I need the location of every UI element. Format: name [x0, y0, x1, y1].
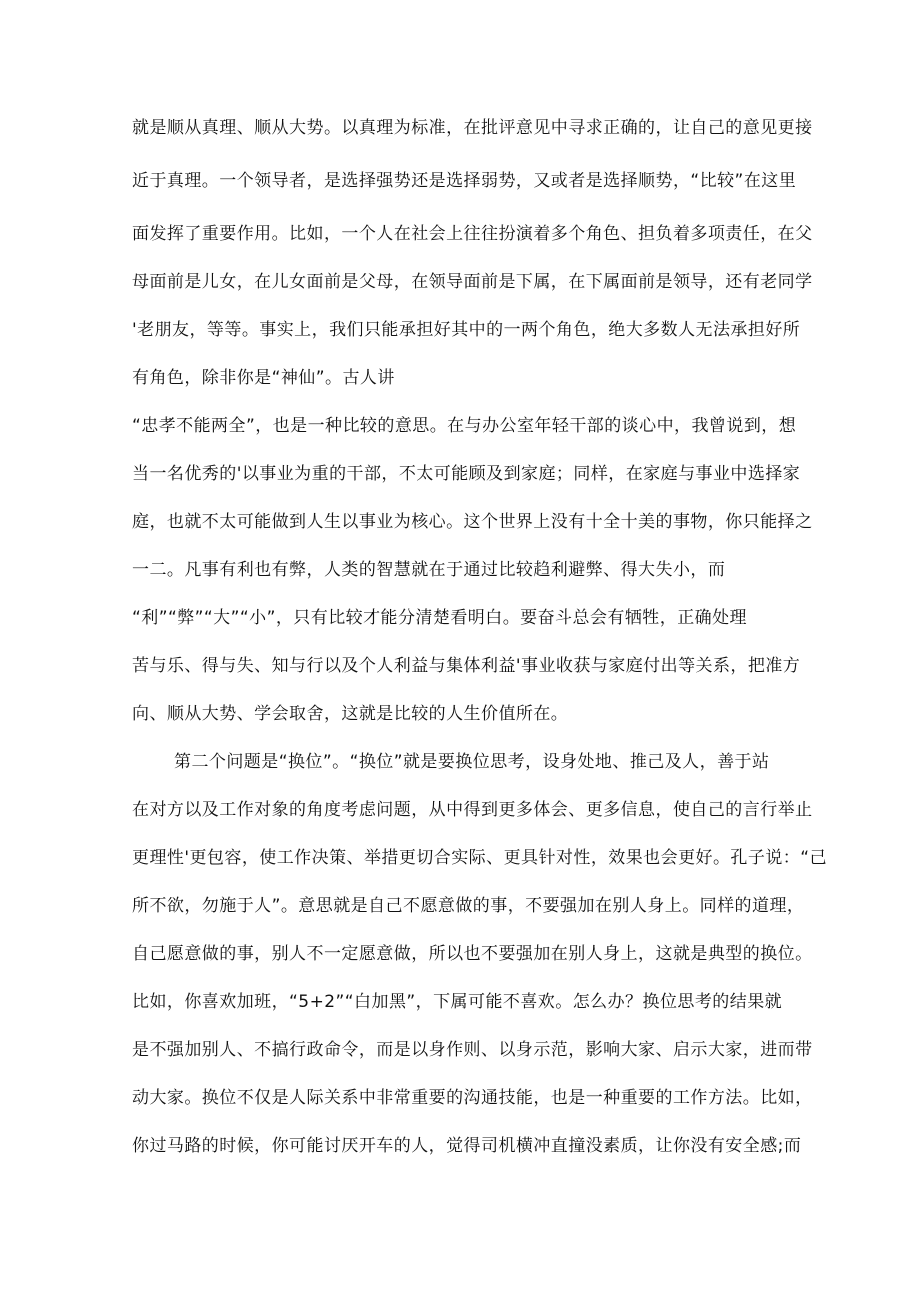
text-line: 更理性'更包容，使工作决策、举措更切合实际、更具针对性，效果也会更好。孔子说：“己: [132, 848, 827, 868]
text-line: 苦与乐、得与失、知与行以及个人利益与集体利益'事业收获与家庭付出等关系，把准方: [132, 656, 801, 676]
text-line: 庭，也就不太可能做到人生以事业为核心。这个世界上没有十全十美的事物，你只能择之: [132, 512, 813, 532]
text-line: 就是顺从真理、顺从大势。以真理为标准，在批评意见中寻求正确的，让自己的意见更接: [132, 118, 813, 138]
text-line: 母面前是儿女，在儿女面前是父母，在领导面前是下属，在下属面前是领导，还有老同学: [132, 272, 813, 292]
text-line: '老朋友，等等。事实上，我们只能承担好其中的一两个角色，绝大多数人无法承担好所: [132, 320, 801, 340]
text-line: 在对方以及工作对象的角度考虑问题，从中得到更多体会、更多信息，使自己的言行举止: [132, 800, 813, 820]
paragraph-first-line: 第二个问题是“换位”。“换位”就是要换位思考，设身处地、推己及人，善于站: [174, 752, 770, 772]
text-line: 动大家。换位不仅是人际关系中非常重要的沟通技能，也是一种重要的工作方法。比如，: [132, 1088, 813, 1108]
text-line: “利”“弊”“大”“小”，只有比较才能分清楚看明白。要奋斗总会有牺牲，正确处理: [132, 608, 748, 628]
text-line: 你过马路的时候，你可能讨厌开车的人，觉得司机横冲直撞没素质，让你没有安全感;而: [132, 1136, 802, 1156]
text-line: 比如，你喜欢加班，“5+2”“白加黑”，下属可能不喜欢。怎么办？换位思考的结果就: [132, 992, 783, 1012]
text-line: 当一名优秀的'以事业为重的干部，不太可能顾及到家庭；同样，在家庭与事业中选择家: [132, 464, 801, 484]
text-line: 自己愿意做的事，别人不一定愿意做，所以也不要强加在别人身上，这就是典型的换位。: [132, 944, 813, 964]
text-line: 是不强加别人、不搞行政命令，而是以身作则、以身示范，影响大家、启示大家，进而带: [132, 1040, 813, 1060]
text-line: 近于真理。一个领导者，是选择强势还是选择弱势，又或者是选择顺势，“比较”在这里: [132, 171, 797, 191]
text-line: 有角色，除非你是“神仙”。古人讲: [132, 368, 395, 388]
text-line: 向、顺从大势、学会取舍，这就是比较的人生价值所在。: [132, 704, 569, 724]
text-line: 一二。凡事有利也有弊，人类的智慧就在于通过比较趋利避弊、得大失小，而: [132, 560, 726, 580]
text-line: 所不欲，勿施于人”。意思就是自己不愿意做的事，不要强加在别人身上。同样的道理，: [132, 896, 805, 916]
text-line: “忠孝不能两全”，也是一种比较的意思。在与办公室年轻干部的谈心中，我曾说到，想: [132, 416, 797, 436]
text-line: 面发挥了重要作用。比如，一个人在社会上往往扮演着多个角色、担负着多项责任，在父: [132, 224, 813, 244]
